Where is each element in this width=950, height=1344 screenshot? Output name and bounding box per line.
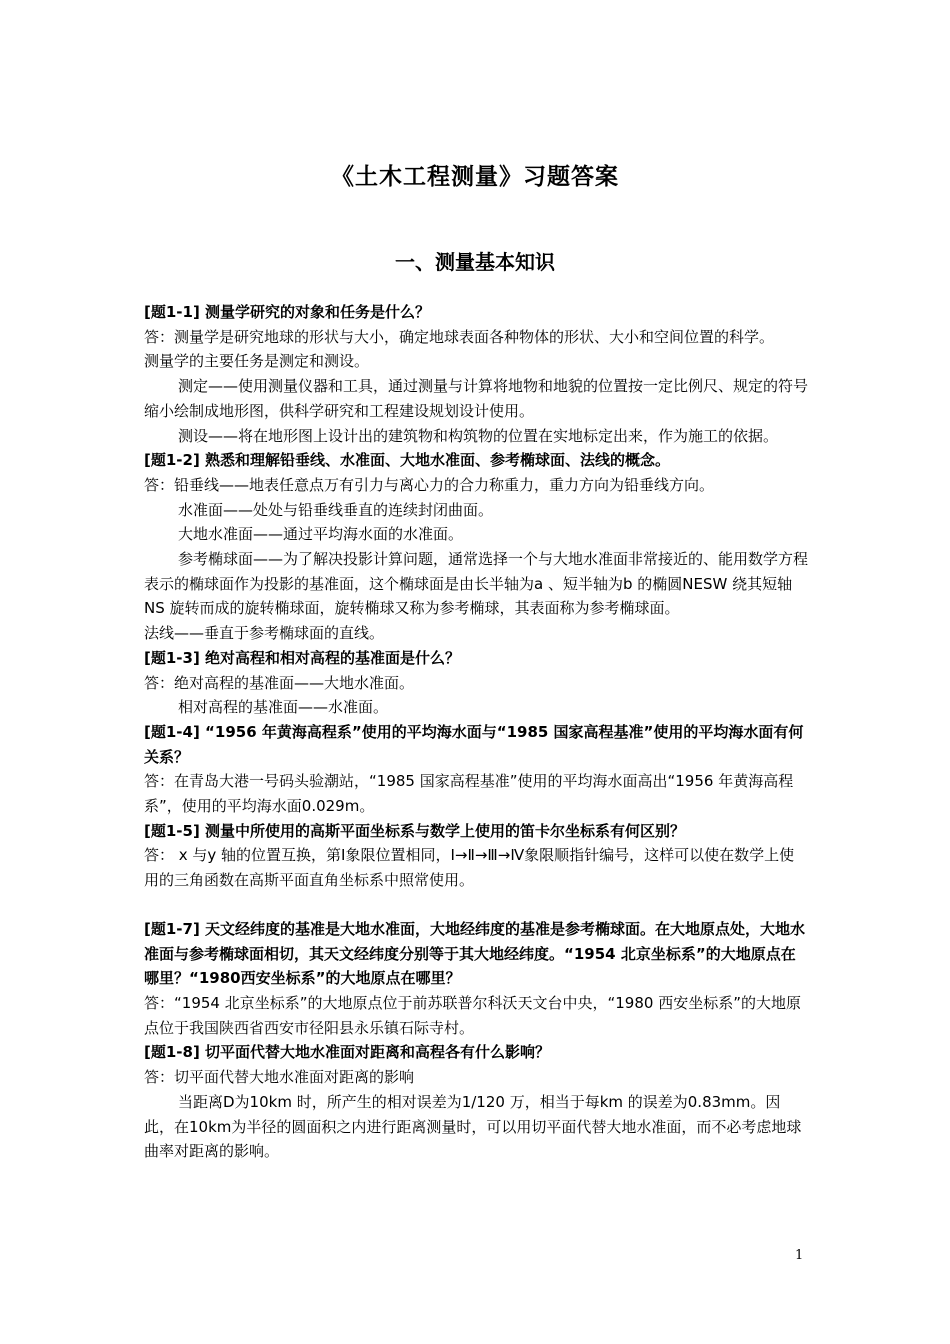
answer-paragraph: 当距离D为10km 时，所产生的相对误差为1/120 万，相当于每km 的误差为0.83mm。因此，在10km为半径的圆面积之内进行距离测量时，可以用切平面代替大地水准面，而不必考虑地球曲率对距离的影响。 (144, 1092, 802, 1161)
answer-paragraph: 答：铅垂线——地表任意点万有引力与离心力的合力称重力，重力方向为铅垂线方向。 (144, 475, 715, 494)
answer-paragraph: 答：在青岛大港一号码头验潮站，“1985 国家高程基准”使用的平均海水面高出“1956 年黄海高程系”，使用的平均海水面0.029m。 (144, 772, 794, 816)
answer-paragraph: 法线——垂直于参考椭球面的直线。 (144, 624, 385, 643)
document-body (144, 300, 808, 1164)
answer-paragraph: 答：“1954 北京坐标系”的大地原点位于前苏联普尔科沃天文台中央，“1980 西安坐标系”的大地原点位于我国陕西省西安市径阳县永乐镇石际寺村。 (144, 993, 801, 1037)
answer-paragraph: 测量学的主要任务是测定和测设。 (144, 352, 370, 371)
question-heading: [题1-1] 测量学研究的对象和任务是什么？ (144, 303, 431, 321)
question-heading: [题1-5] 测量中所使用的高斯平面坐标系与数学上使用的笛卡尔坐标系有何区别？ (144, 821, 686, 840)
answer-paragraph: 测定——使用测量仪器和工具，通过测量与计算将地物和地貌的位置按一定比例尺、规定的符号缩小绘制成地形图，供科学研究和工程建设规划设计使用。 (144, 377, 809, 420)
question-heading: [题1-3] 绝对高程和相对高程的基准面是什么？ (144, 648, 461, 667)
question-heading: [题1-2] 熟悉和理解铅垂线、水准面、大地水准面、参考椭球面、法线的概念。 (144, 451, 671, 470)
answer-paragraph: 答： x 与y 轴的位置互换，第Ⅰ象限位置相同，Ⅰ→Ⅱ→Ⅲ→Ⅳ象限顺指针编号，这样可以使在数学上使用的三角函数在高斯平面直角坐标系中照常使用。 (144, 846, 795, 890)
answer-paragraph: 答：绝对高程的基准面——大地水准面。 (144, 673, 415, 692)
answer-paragraph: 测设——将在地形图上设计出的建筑物和构筑物的位置在实地标定出来，作为施工的依据。 (178, 426, 779, 445)
question-heading: [题1-7] 天文经纬度的基准是大地水准面，大地经纬度的基准是参考椭球面。在大地原点处，大地水准面与参考椭球面相切，其天文经纬度分别等于其大地经纬度。“1954 北京坐标系”的大地原点在哪里？“1980西安坐标系”的大地原点在哪里？ (144, 919, 806, 988)
blank-line (144, 893, 808, 917)
question-heading: [题1-4] “1956 年黄海高程系”使用的平均海水面与“1985 国家高程基准”使用的平均海水面有何关系？ (144, 722, 804, 766)
question-heading: [题1-8] 切平面代替大地水准面对距离和高程各有什么影响？ (144, 1043, 551, 1062)
answer-paragraph: 相对高程的基准面——水准面。 (178, 698, 389, 717)
page-number: 1 (795, 1248, 804, 1263)
answer-paragraph: 答：切平面代替大地水准面对距离的影响 (144, 1068, 415, 1087)
answer-paragraph: 大地水准面——通过平均海水面的水准面。 (178, 525, 464, 544)
answer-paragraph: 答：测量学是研究地球的形状与大小，确定地球表面各种物体的形状、大小和空间位置的科学。 (144, 327, 775, 346)
answer-paragraph: 参考椭球面——为了解决投影计算问题，通常选择一个与大地水准面非常接近的、能用数学方程表示的椭球面作为投影的基准面，这个椭球面是由长半轴为a 、短半轴为b 的椭圆NESW 绕其短轴NS 旋转而成的旋转椭球面，旋转椭球又称为参考椭球，其表面称为参考椭球面。 (144, 550, 809, 618)
document-title: 《土木工程测量》习题答案 (331, 164, 619, 190)
section-heading: 一、测量基本知识 (395, 250, 555, 274)
answer-paragraph: 水准面——处处与铅垂线垂直的连续封闭曲面。 (178, 500, 494, 519)
